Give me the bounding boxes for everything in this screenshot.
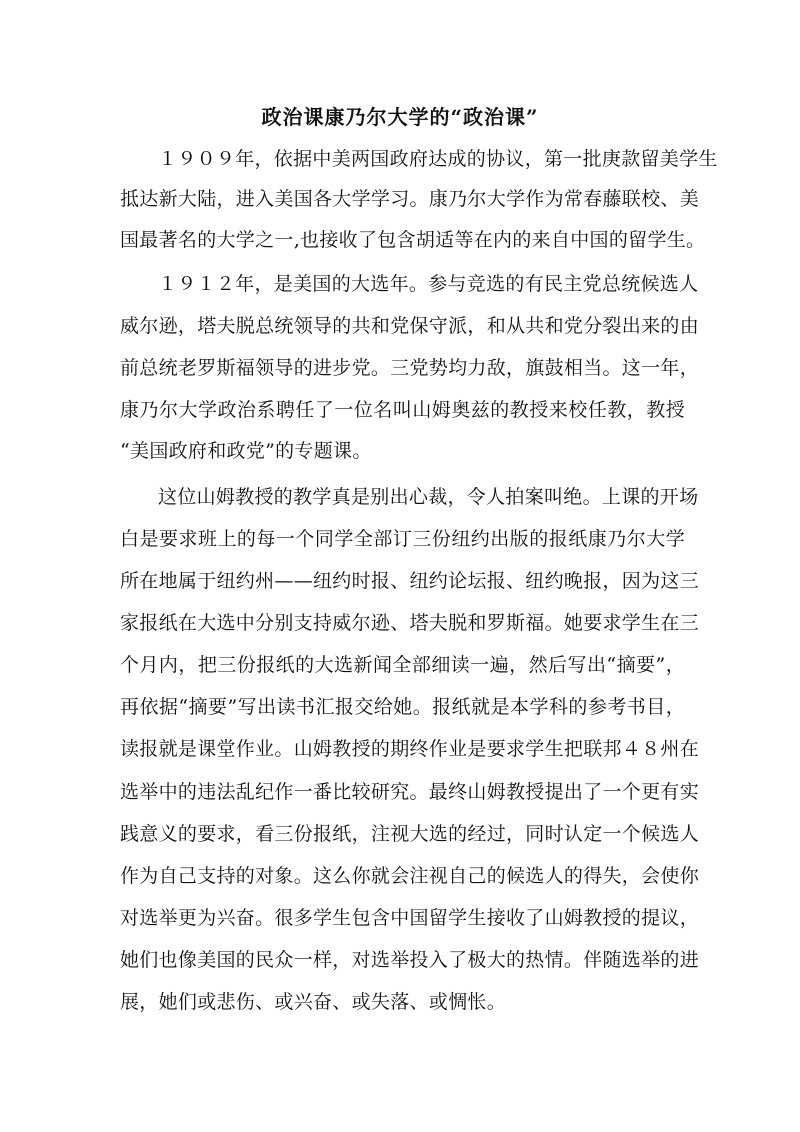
paragraph-3-line-6: 再依据“摘要”写出读书汇报交给她。报纸就是本学科的参考书目， <box>120 696 685 718</box>
paragraph-2-line-2: 威尔逊，塔夫脱总统领导的共和党保守派，和从共和党分裂出来的由 <box>120 315 700 337</box>
paragraph-3-line-4: 家报纸在大选中分别支持威尔逊、塔夫脱和罗斯福。她要求学生在三 <box>120 612 700 634</box>
paragraph-3-line-13: 展，她们或悲伤、或兴奋、或失落、或惆怅。 <box>120 991 507 1013</box>
paragraph-3-line-3: 所在地属于纽约州——纽约时报、纽约论坛报、纽约晚报，因为这三 <box>120 570 700 592</box>
paragraph-3-line-1: 这位山姆教授的教学真是别出心裁，令人拍案叫绝。上课的开场 <box>158 486 699 508</box>
paragraph-3-line-10: 作为自己支持的对象。这么你就会注视自己的候选人的得失，会使你 <box>120 865 700 887</box>
paragraph-2-line-4: 康乃尔大学政治系聘任了一位名叫山姆奥兹的教授来校任教，教授 <box>120 399 685 421</box>
document-title: 政治课康乃尔大学的“政治课” <box>261 105 539 129</box>
paragraph-3-line-5: 个月内，把三份报纸的大选新闻全部细读一遍，然后写出“摘要”， <box>120 654 685 676</box>
paragraph-1-line-1: １９０９年，依据中美两国政府达成的协议，第一批庚款留美学生 <box>158 148 718 170</box>
paragraph-1-line-3: 国最著名的大学之一,也接收了包含胡适等在内的来自中国的留学生。 <box>120 229 706 251</box>
paragraph-3-line-8: 选举中的违法乱纪作一番比较研究。最终山姆教授提出了一个更有实 <box>120 781 700 803</box>
paragraph-3-line-7: 读报就是课堂作业。山姆教授的期终作业是要求学生把联邦４８州在 <box>120 738 700 760</box>
paragraph-1-line-2: 抵达新大陆，进入美国各大学学习。康乃尔大学作为常春藤联校、美 <box>120 188 700 210</box>
paragraph-3-line-9: 践意义的要求，看三份报纸，注视大选的经过，同时认定一个候选人 <box>120 823 700 845</box>
paragraph-2-line-1: １９１２年，是美国的大选年。参与竞选的有民主党总统候选人 <box>158 273 699 295</box>
paragraph-3-line-2: 白是要求班上的每一个同学全部订三份纽约出版的报纸康乃尔大学 <box>120 528 685 550</box>
paragraph-2-line-5: “美国政府和政党”的专题课。 <box>120 440 372 462</box>
paragraph-2-line-3: 前总统老罗斯福领导的进步党。三党势均力敌，旗鼓相当。这一年， <box>120 357 700 379</box>
paragraph-3-line-11: 对选举更为兴奋。很多学生包含中国留学生接收了山姆教授的提议， <box>120 907 700 929</box>
paragraph-3-line-12: 她们也像美国的民众一样，对选举投入了极大的热情。伴随选举的进 <box>120 949 700 971</box>
